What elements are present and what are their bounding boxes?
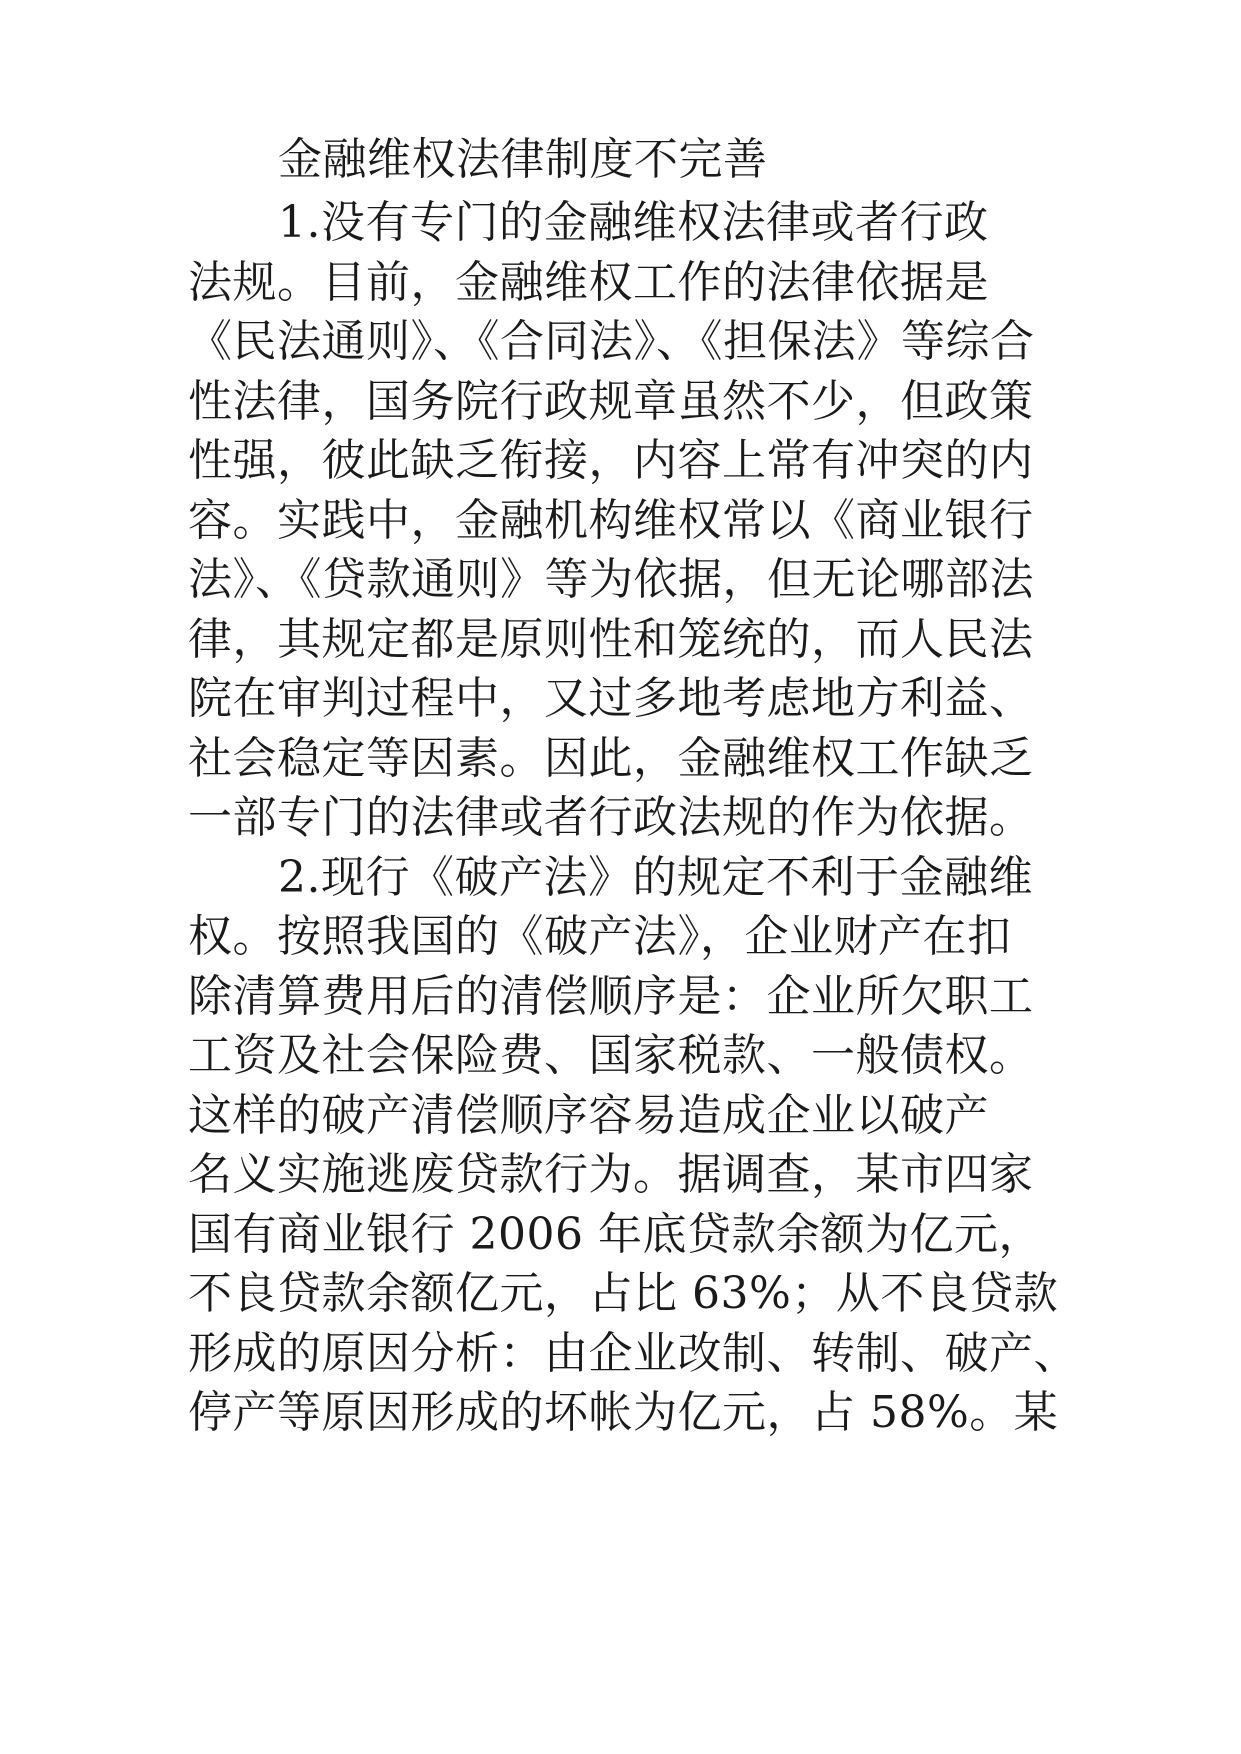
paragraph-line: 院在审判过程中，又过多地考虑地方利益、 <box>188 673 1034 724</box>
section-heading: 金融维权法律制度不完善 <box>278 134 768 185</box>
paragraph-line: 《民法通则》、《合同法》、《担保法》等综合 <box>188 316 1035 367</box>
paragraph-line: 一部专门的法律或者行政法规的作为依据。 <box>188 792 1034 843</box>
paragraph-line: 法》、《贷款通则》等为依据，但无论哪部法 <box>188 554 1034 605</box>
paragraph-line: 2.现行《破产法》的规定不利于金融维 <box>278 852 1033 903</box>
paragraph-line: 性法律，国务院行政规章虽然不少，但政策 <box>188 376 1034 427</box>
paragraph-line: 1.没有专门的金融维权法律或者行政 <box>278 197 989 248</box>
paragraph-line: 容。实践中，金融机构维权常以《商业银行 <box>188 495 1034 546</box>
paragraph-line: 不良贷款余额亿元，占比 63%；从不良贷款 <box>188 1268 1059 1319</box>
paragraph-line: 形成的原因分析：由企业改制、转制、破产、 <box>188 1328 1078 1379</box>
paragraph-line: 除清算费用后的清偿顺序是：企业所欠职工 <box>188 971 1034 1022</box>
paragraph-line: 法规。目前，金融维权工作的法律依据是 <box>188 257 989 308</box>
paragraph-line: 这样的破产清偿顺序容易造成企业以破产 <box>188 1090 989 1141</box>
paragraph-line: 律，其规定都是原则性和笼统的，而人民法 <box>188 614 1034 665</box>
paragraph-line: 社会稳定等因素。因此，金融维权工作缺乏 <box>188 733 1034 784</box>
paragraph-line: 工资及社会保险费、国家税款、一般债权。 <box>188 1030 1034 1081</box>
paragraph-line: 权。按照我国的《破产法》，企业财产在扣 <box>188 911 1012 962</box>
paragraph-line: 名义实施逃废贷款行为。据调查，某市四家 <box>188 1149 1034 1200</box>
paragraph-line: 停产等原因形成的坏帐为亿元，占 58%。某 <box>188 1387 1059 1438</box>
paragraph-line: 国有商业银行 2006 年底贷款余额为亿元， <box>188 1209 1043 1260</box>
paragraph-line: 性强，彼此缺乏衔接，内容上常有冲突的内 <box>188 435 1034 486</box>
